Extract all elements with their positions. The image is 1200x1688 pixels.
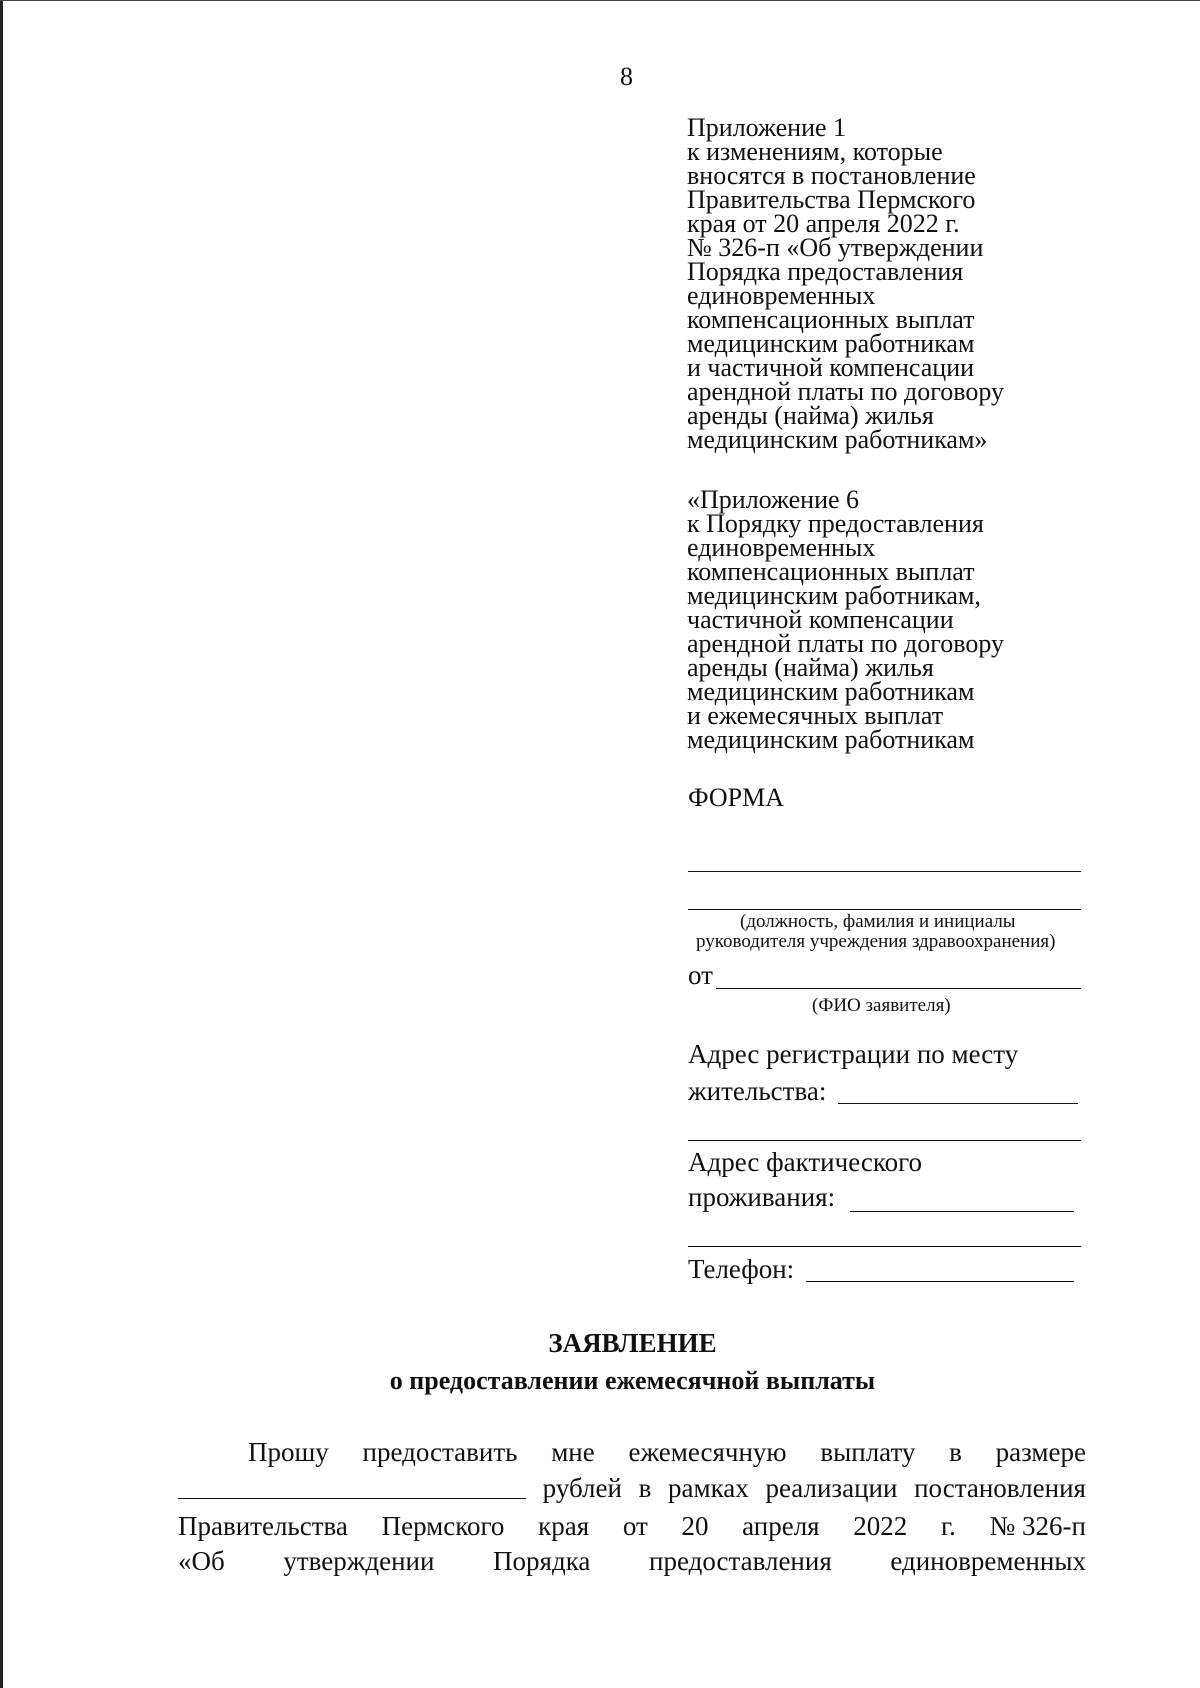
document-subtitle: о предоставлении ежемесячной выплаты: [389, 1366, 876, 1395]
applicant-name-line: [716, 988, 1081, 989]
amount-blank-line: [178, 1472, 526, 1499]
document-title: ЗАЯВЛЕНИЕ: [548, 1328, 717, 1358]
phone-label: Телефон:: [688, 1254, 795, 1284]
annex1-line: медицинским работникам»: [687, 425, 988, 454]
annex1-line: Приложение 1: [687, 113, 847, 142]
addressee-caption-1: (должность, фамилия и инициалы: [740, 911, 1016, 932]
body-word: предоставления: [649, 1546, 832, 1576]
body-word: выплату: [820, 1437, 916, 1467]
page-number: 8: [620, 62, 633, 91]
annex1-line: арендной платы по договору: [687, 377, 1005, 406]
body-word: г.: [940, 1511, 956, 1541]
addressee-line-2: [688, 909, 1081, 910]
annex1-line: к изменениям, которые: [687, 137, 943, 166]
reg-address-line-2: [688, 1140, 1081, 1141]
annex1-line: вносятся в постановление: [687, 161, 976, 190]
annex6-header: [687, 485, 1107, 754]
body-word: утверждении: [283, 1546, 435, 1576]
annex6-line: медицинским работникам: [687, 725, 975, 754]
annex1-line: края от 20 апреля 2022 г.: [687, 209, 960, 238]
body-word: реализации: [765, 1473, 898, 1503]
body-word: ежемесячную: [628, 1437, 787, 1467]
annex6-line: частичной компенсации: [687, 605, 954, 634]
form-label: ФОРМА: [688, 783, 784, 812]
annex1-line: Порядка предоставления: [687, 257, 964, 286]
annex6-line: к Порядку предоставления: [687, 509, 984, 538]
body-word: единовременных: [890, 1546, 1086, 1576]
body-line-3: [178, 1510, 1086, 1542]
addressee-caption-2: руководителя учреждения здравоохранения): [696, 931, 1056, 952]
body-word: апреля: [742, 1511, 820, 1541]
actual-address-label-2: проживания:: [688, 1182, 836, 1212]
annex6-line: медицинским работникам,: [687, 581, 981, 610]
page-edge-top: [0, 0, 1200, 1]
body-word: Прошу: [248, 1437, 329, 1467]
body-word: в: [949, 1437, 962, 1467]
body-word: 2022: [853, 1511, 908, 1541]
annex6-line: компенсационных выплат: [687, 557, 975, 586]
actual-address-line-1: [850, 1211, 1074, 1212]
reg-address-label-2: жительства:: [688, 1076, 827, 1106]
actual-address-label-1: Адрес фактического: [688, 1147, 922, 1177]
annex1-line: единовременных: [687, 281, 876, 310]
annex1-line: Правительства Пермского: [687, 185, 976, 214]
annex1-line: медицинским работникам: [687, 329, 975, 358]
annex6-line: и ежемесячных выплат: [687, 701, 944, 730]
applicant-caption: (ФИО заявителя): [812, 995, 951, 1016]
body-word: Порядка: [493, 1546, 591, 1576]
body-word: от: [622, 1511, 648, 1541]
phone-line: [806, 1281, 1074, 1282]
body-word: постановления: [914, 1473, 1086, 1503]
annex6-line: арендной платы по договору: [687, 629, 1005, 658]
from-label: от: [688, 960, 713, 990]
page-edge-left: [0, 0, 3, 1688]
body-line-2: [178, 1472, 1086, 1504]
reg-address-line-1: [838, 1103, 1078, 1104]
body-word: Пермского: [381, 1511, 505, 1541]
body-line-4: [178, 1545, 1086, 1577]
annex6-line: аренды (найма) жилья: [687, 653, 934, 682]
annex6-line: единовременных: [687, 533, 876, 562]
annex1-line: и частичной компенсации: [687, 353, 975, 382]
annex1-line: аренды (найма) жилья: [687, 401, 934, 430]
body-word: предоставить: [362, 1437, 518, 1467]
body-word: рамках: [668, 1473, 749, 1503]
body-word: Правительства: [178, 1511, 348, 1541]
body-line-1: [178, 1436, 1086, 1468]
annex1-header: [687, 113, 1107, 454]
body-word: № 326-п: [989, 1511, 1086, 1541]
actual-address-line-2: [688, 1246, 1081, 1247]
addressee-line-1: [688, 871, 1081, 872]
reg-address-label-1: Адрес регистрации по месту: [688, 1039, 1019, 1069]
body-word: «Об: [178, 1546, 225, 1576]
body-word: в: [638, 1473, 652, 1503]
body-word: края: [538, 1511, 590, 1541]
body-word: 20: [681, 1511, 709, 1541]
body-word: мне: [551, 1437, 595, 1467]
annex1-line: компенсационных выплат: [687, 305, 975, 334]
body-word: рублей: [542, 1473, 622, 1503]
annex6-line: медицинским работникам: [687, 677, 975, 706]
annex6-line: «Приложение 6: [687, 485, 860, 514]
body-word: размере: [995, 1437, 1086, 1467]
annex1-line: № 326-п «Об утверждении: [687, 233, 984, 262]
